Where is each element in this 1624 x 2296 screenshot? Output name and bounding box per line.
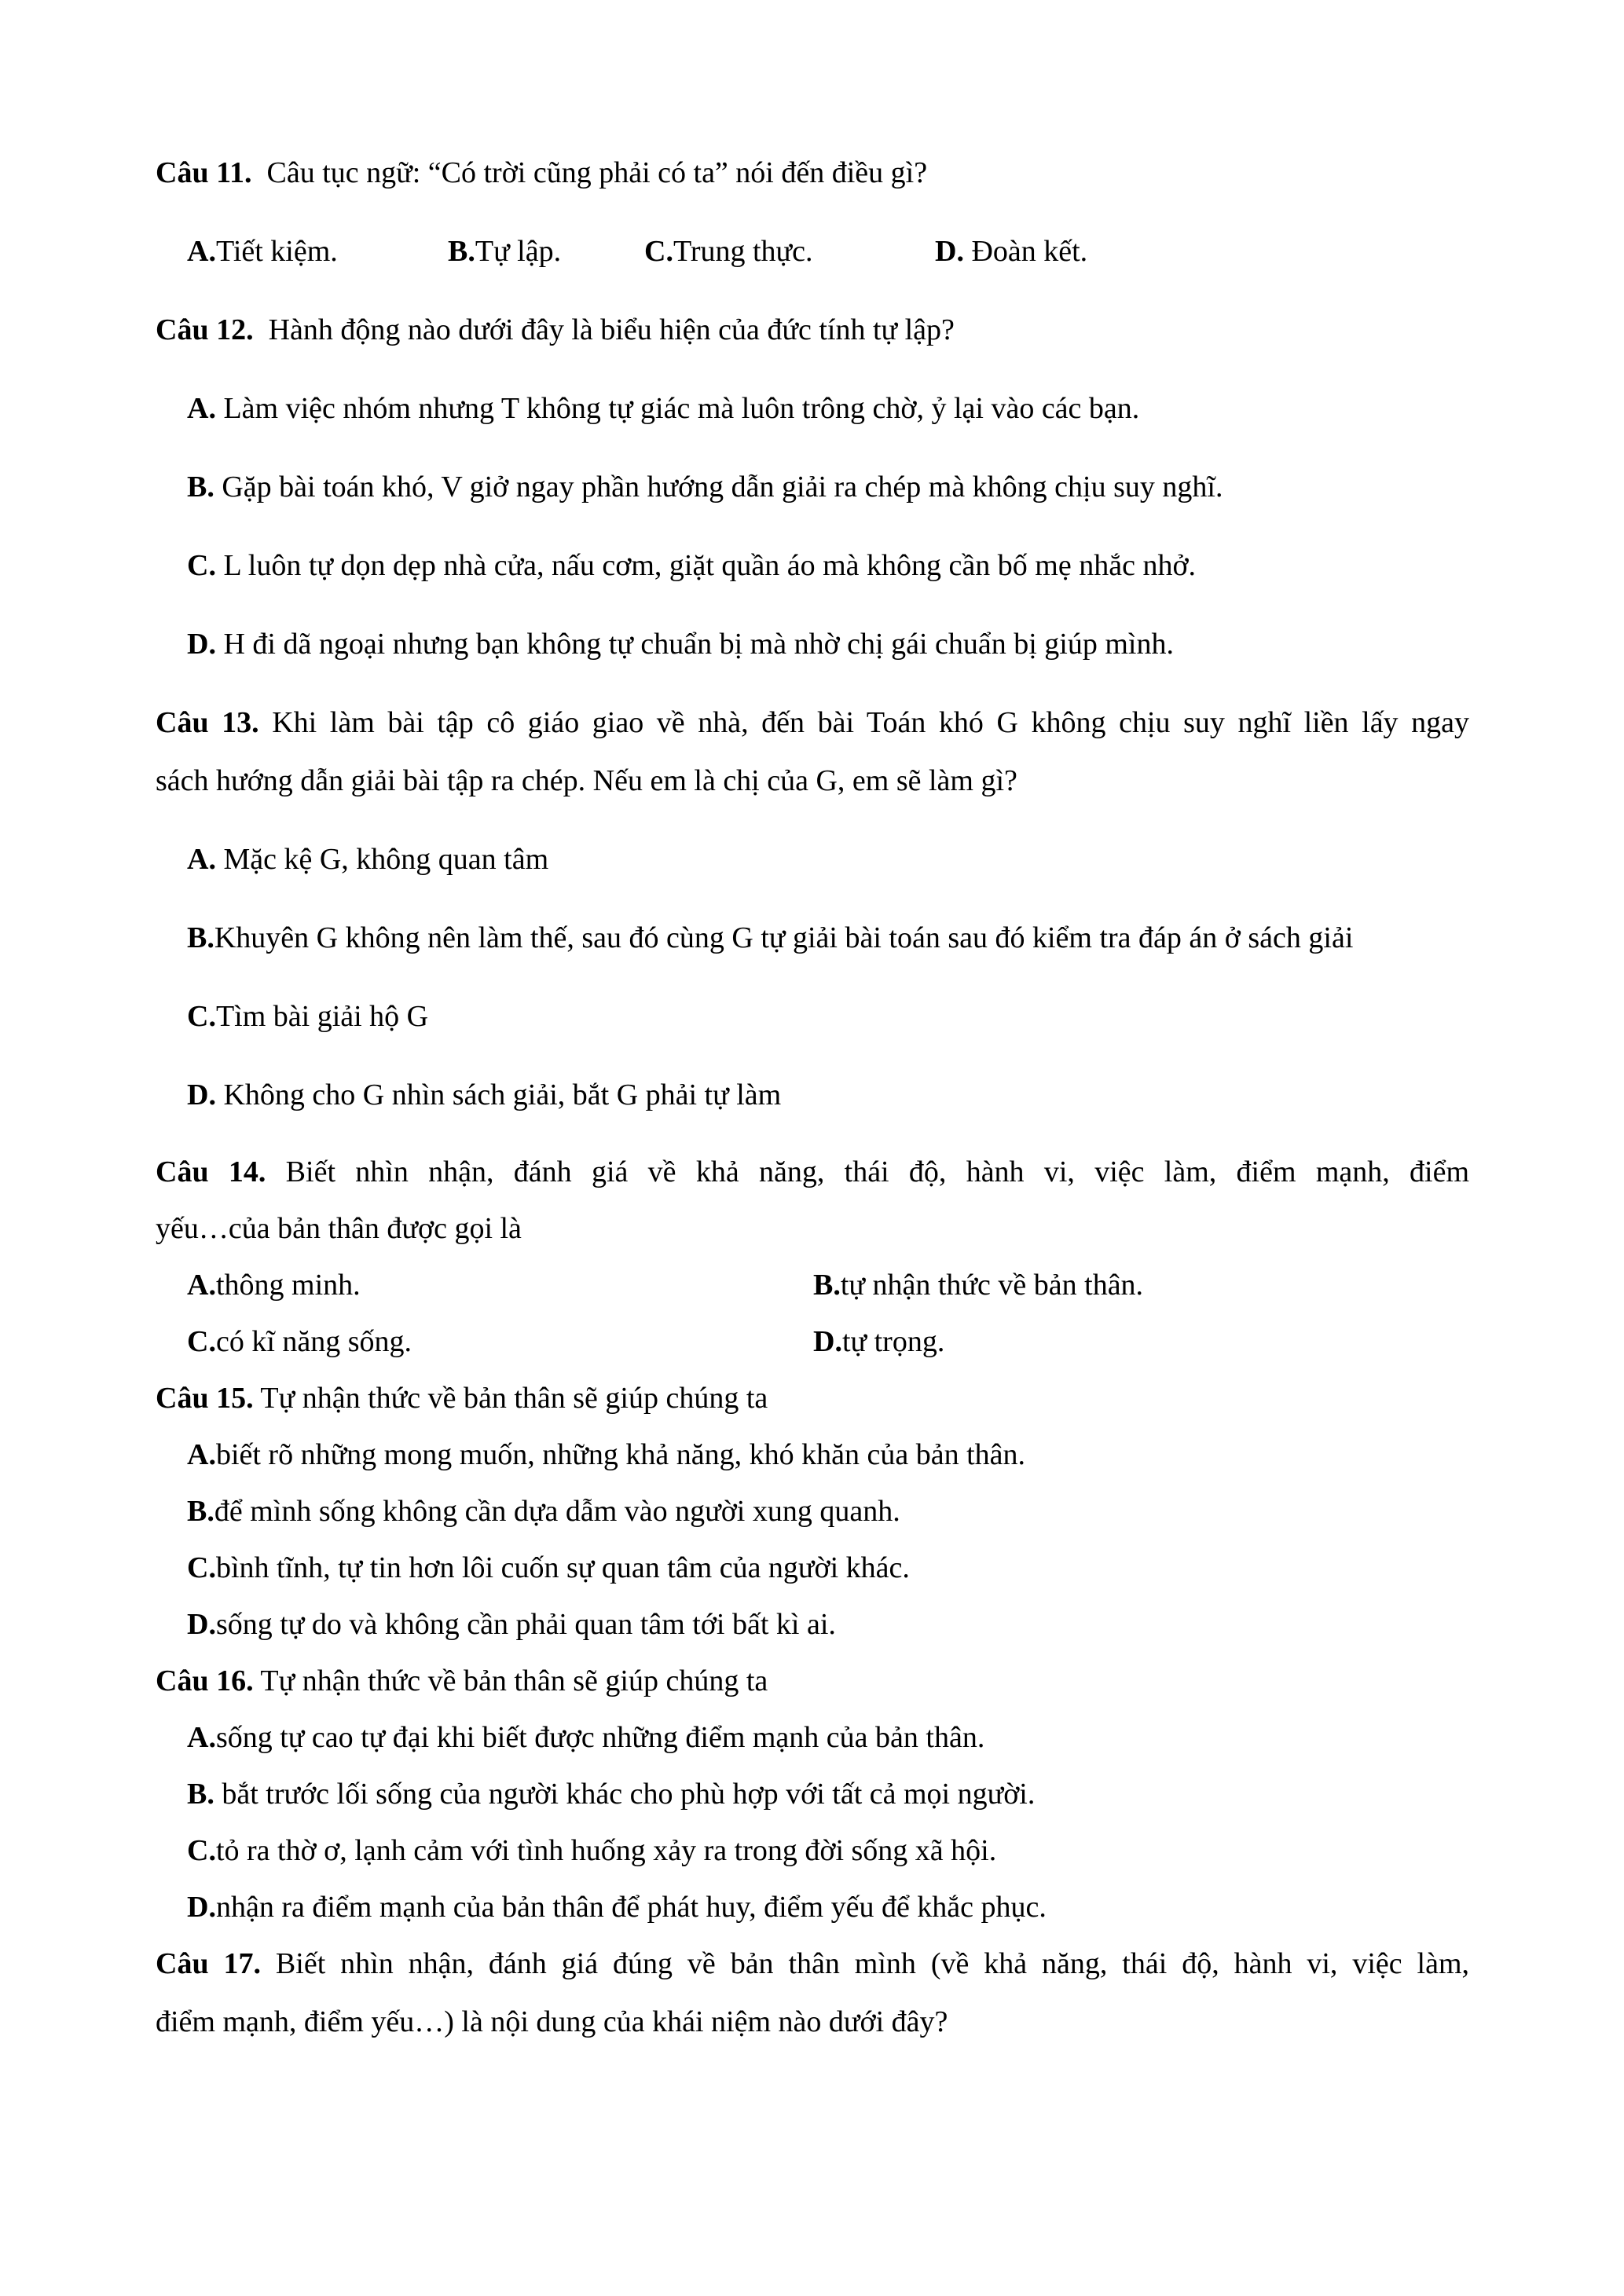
question-16-option-a (187, 1719, 984, 1756)
question-label: Câu 12. (156, 313, 254, 346)
question-15-stem (156, 1379, 768, 1417)
option-key: A. (187, 1721, 216, 1754)
question-12-option-b (187, 468, 1223, 506)
option-key: C. (187, 1551, 216, 1584)
question-15-option-a (187, 1436, 1025, 1474)
question-14-stem-line-2: yếu…của bản thân được gọi là (156, 1212, 522, 1245)
question-label: Câu 11. (156, 156, 252, 189)
question-17-stem-line-2: điểm mạnh, điểm yếu…) là nội dung của khái niệm nào dưới đây? (156, 2005, 948, 2038)
option-text: Đoàn kết. (971, 235, 1088, 268)
question-12-option-c (187, 547, 1196, 584)
option-key: C. (187, 1325, 216, 1358)
question-11-option-c (644, 233, 813, 270)
option-text: Tự lập. (475, 235, 562, 268)
option-key: A. (187, 843, 216, 876)
option-text: để mình sống không cần dựa dẫm vào người xung quanh. (214, 1495, 900, 1528)
option-key: A. (187, 1438, 216, 1471)
question-text: Tự nhận thức về bản thân sẽ giúp chúng ta (260, 1382, 768, 1415)
option-key: C. (187, 549, 216, 582)
option-text: L luôn tự dọn dẹp nhà cửa, nấu cơm, giặt quần áo mà không cần bố mẹ nhắc nhở. (223, 549, 1197, 582)
option-text: sống tự do và không cần phải quan tâm tới bất kì ai. (215, 1608, 836, 1641)
option-key: D. (187, 1891, 216, 1924)
question-15-option-b (187, 1492, 900, 1530)
option-key: C. (187, 1000, 216, 1033)
question-16-option-d (187, 1888, 1047, 1926)
question-text: Biết nhìn nhận, đánh giá về khả năng, thái độ, hành vi, việc làm, điểm mạnh, điểm (285, 1155, 1470, 1188)
question-13-option-c (187, 998, 428, 1035)
option-text: H đi dã ngoại nhưng bạn không tự chuẩn bị mà nhờ chị gái chuẩn bị giúp mình. (223, 628, 1174, 661)
option-text: Trung thực. (673, 235, 813, 268)
question-14-stem-line-1 (156, 1153, 1469, 1191)
option-key: B. (813, 1269, 841, 1302)
question-16-option-b (187, 1775, 1035, 1813)
question-11-option-a (187, 233, 338, 270)
option-key: D. (187, 628, 216, 661)
option-key: A. (187, 392, 216, 425)
question-text: Câu tục ngữ: “Có trời cũng phải có ta” nói đến điều gì? (266, 156, 928, 189)
option-text: Tiết kiệm. (215, 235, 338, 268)
option-text: tự trọng. (841, 1325, 945, 1358)
option-key: D. (187, 1078, 216, 1111)
question-14-option-a (187, 1266, 361, 1304)
option-text: tỏ ra thờ ơ, lạnh cảm với tình huống xảy ra trong đời sống xã hội. (215, 1834, 997, 1867)
option-text: bình tĩnh, tự tin hơn lôi cuốn sự quan tâm của người khác. (215, 1551, 910, 1584)
question-16-stem (156, 1662, 768, 1700)
question-15-option-d (187, 1606, 836, 1643)
question-12-option-a (187, 390, 1139, 427)
question-15-option-c (187, 1549, 910, 1587)
question-label: Câu 14. (156, 1155, 266, 1188)
question-17-stem-line-1 (156, 1945, 1469, 1983)
option-text: bắt trước lối sống của người khác cho phù hợp với tất cả mọi người. (222, 1778, 1036, 1811)
option-text: thông minh. (215, 1269, 361, 1302)
question-text: Tự nhận thức về bản thân sẽ giúp chúng ta (260, 1664, 768, 1697)
option-key: D. (187, 1608, 216, 1641)
question-11-stem (156, 154, 927, 192)
question-label: Câu 15. (156, 1382, 254, 1415)
option-text: Khuyên G không nên làm thế, sau đó cùng G tự giải bài toán sau đó kiểm tra đáp án ở sách giải (214, 921, 1354, 954)
option-key: B. (187, 1778, 214, 1811)
question-label: Câu 17. (156, 1947, 261, 1980)
question-12-option-d (187, 625, 1174, 663)
question-12-stem (156, 311, 955, 349)
question-label: Câu 13. (156, 706, 259, 739)
question-text: Hành động nào dưới đây là biểu hiện của đức tính tự lập? (268, 313, 955, 346)
option-key: C. (187, 1834, 216, 1867)
option-key: D. (935, 235, 964, 268)
option-key: B. (187, 921, 214, 954)
question-11-option-d (935, 233, 1087, 270)
option-key: B. (187, 1495, 214, 1528)
question-13-stem-line-2: sách hướng dẫn giải bài tập ra chép. Nếu em là chị của G, em sẽ làm gì? (156, 764, 1017, 797)
option-text: biết rõ những mong muốn, những khả năng, khó khăn của bản thân. (215, 1438, 1026, 1471)
option-key: B. (187, 471, 214, 504)
question-14-option-b (813, 1266, 1143, 1304)
option-text: tự nhận thức về bản thân. (840, 1269, 1144, 1302)
question-13-option-d (187, 1076, 781, 1114)
option-text: Làm việc nhóm nhưng T không tự giác mà luôn trông chờ, ỷ lại vào các bạn. (223, 392, 1140, 425)
option-text: Tìm bài giải hộ G (215, 1000, 429, 1033)
option-key: A. (187, 235, 216, 268)
question-label: Câu 16. (156, 1664, 254, 1697)
question-14-option-d (813, 1323, 944, 1360)
question-11-option-b (448, 233, 561, 270)
option-text: nhận ra điểm mạnh của bản thân để phát huy, điểm yếu để khắc phục. (215, 1891, 1047, 1924)
option-key: B. (448, 235, 475, 268)
option-text: sống tự cao tự đại khi biết được những điểm mạnh của bản thân. (215, 1721, 985, 1754)
option-text: có kĩ năng sống. (215, 1325, 412, 1358)
option-text: Mặc kệ G, không quan tâm (223, 843, 549, 876)
question-16-option-c (187, 1832, 996, 1869)
option-text: Không cho G nhìn sách giải, bắt G phải tự làm (223, 1078, 782, 1111)
question-text: Khi làm bài tập cô giáo giao về nhà, đến bài Toán khó G không chịu suy nghĩ liền lấy ngay (272, 706, 1469, 739)
option-key: D. (813, 1325, 842, 1358)
question-text: Biết nhìn nhận, đánh giá đúng về bản thân mình (về khả năng, thái độ, hành vi, việc làm, (275, 1947, 1470, 1980)
option-text: Gặp bài toán khó, V giở ngay phần hướng dẫn giải ra chép mà không chịu suy nghĩ. (222, 471, 1223, 504)
option-key: A. (187, 1269, 216, 1302)
option-key: C. (644, 235, 673, 268)
question-13-option-a (187, 840, 548, 878)
question-13-stem-line-1 (156, 704, 1469, 742)
question-14-option-c (187, 1323, 412, 1360)
question-13-option-b (187, 919, 1353, 957)
